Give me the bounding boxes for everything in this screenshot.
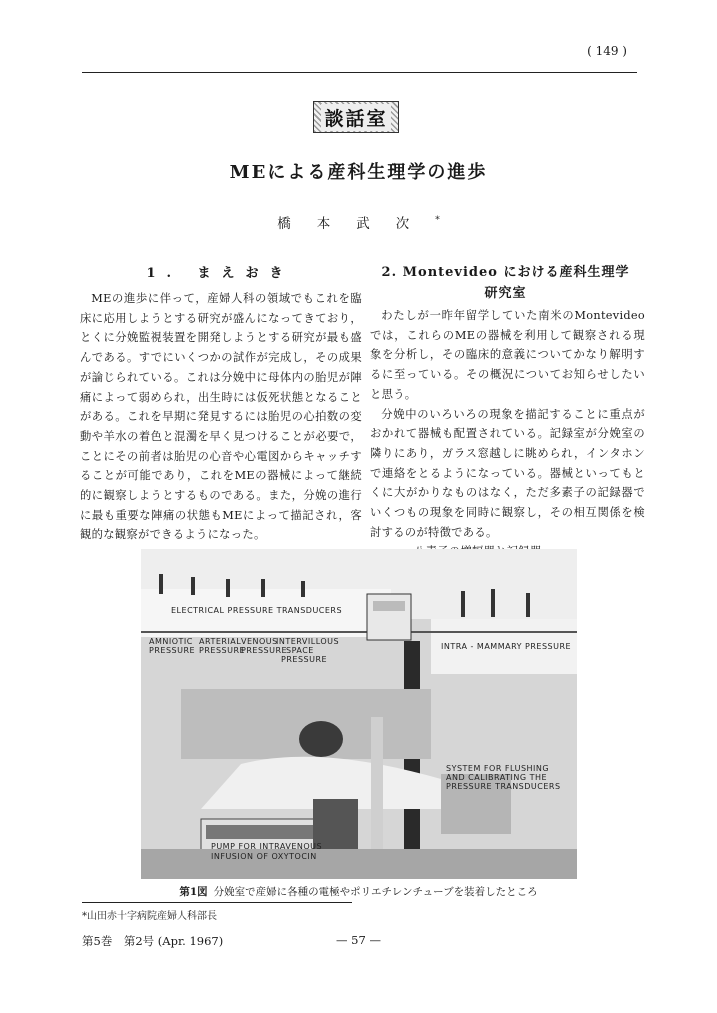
- section-2-body: [370, 306, 645, 582]
- figure-caption-text: 分娩室で産婦に各種の電極やポリエチレンチューブを装着したところ: [213, 886, 538, 898]
- top-rule: [82, 72, 637, 73]
- section-2-heading: [368, 262, 643, 304]
- author-name: 橋本武次: [277, 216, 436, 232]
- photo-label-pump: PUMP FOR INTRAVENOUS: [211, 842, 323, 851]
- column-header: [313, 101, 399, 133]
- photo-label-pump: INFUSION OF OXYTOCIN: [211, 852, 317, 861]
- photo-label-intra-mammary: INTRA - MAMMARY PRESSURE: [441, 642, 572, 651]
- photo-label-pressure: PRESSURE: [199, 646, 246, 655]
- photo-label-venous: VENOUS: [241, 637, 278, 646]
- section-2-paragraph-1: わたしが一昨年留学していた南米のMontevideoでは，これらのMEの器械を利用して観察される現象を分析し，その臨床的意義についてかなり解明するに至っている。その概況についてお知らせしたいと思う。: [370, 309, 645, 401]
- photo-label-pressure: PRESSURE: [281, 655, 328, 664]
- figure-photo: [141, 549, 577, 879]
- column-header-text: 談話室: [321, 104, 390, 131]
- journal-info: 第5巻 第2号 (Apr. 1967): [82, 934, 224, 948]
- photo-label-intervillous: INTERVILLOUS: [276, 637, 340, 646]
- section-2-paragraph-2: 分娩中のいろいろの現象を描記することに重点がおかれて器械も配置されている。記録室が分娩室の隣りにあり，ガラス窓越しに眺められ，インタホンで連絡をとるようになっている。器械といってもとくに大がかりなものはなく，ただ多素子の記録器でいくつもの現象を同時に観察し，その相互関係を検討するのが特徴である。: [370, 407, 645, 539]
- photo-label-amniotic: AMNIOTIC: [149, 637, 193, 646]
- photo-label-space: SPACE: [286, 646, 314, 655]
- photo-label-pressure: PRESSURE: [241, 646, 288, 655]
- figure-caption-label: 第1図: [179, 886, 208, 898]
- photo-label-flushing: AND CALIBRATING THE: [446, 773, 548, 782]
- photo-label-arterial: ARTERIAL: [199, 637, 242, 646]
- photo-label-transducers: ELECTRICAL PRESSURE TRANSDUCERS: [171, 606, 343, 615]
- photo-label-flushing: SYSTEM FOR FLUSHING: [446, 764, 550, 773]
- delivery-room-photo: [141, 549, 577, 879]
- page-number: ( 149 ): [587, 44, 627, 58]
- section-2-heading-line2: 研究室: [484, 286, 527, 301]
- photo-label-pressure: PRESSURE: [149, 646, 196, 655]
- section-2-heading-line1: 2. Montevideo における産科生理学: [381, 265, 630, 280]
- article-title: MEによる産科生理学の進歩: [229, 162, 488, 183]
- section-1-body: [80, 289, 362, 545]
- footnote: *山田赤十字病院産婦人科部長: [82, 911, 217, 922]
- figure-caption: [0, 884, 717, 899]
- section-1-heading: 1. まえおき: [146, 266, 294, 281]
- page-footer: — 57 —: [336, 933, 381, 947]
- author: [0, 212, 717, 232]
- photo-label-flushing: PRESSURE TRANSDUCERS: [446, 782, 561, 791]
- author-footnote-mark: *: [435, 215, 440, 226]
- section-1-paragraph: MEの進歩に伴って，産婦人科の領域でもこれを臨床に応用しようとする研究が盛んになってきており，とくに分娩監視装置を開発しようとする研究が最も盛んである。すでにいくつかの試作が完成し，その成果が論じられている。これは分娩中に母体内の胎児が陣痛によって弱められ，出生時には仮死状態となることがある。これを早期に発見するには胎児の心拍数の変動や羊水の着色と混濁を早く見つけることが必要で，ことにその前者は胎児の心音や心電図からキャッチすることが可能であり，これをMEの器械によって継続的に観察しようとするものである。また，分娩の進行に最も重要な陣痛の状態もMEによって描記され，客観的な観察ができるようになった。: [80, 292, 362, 542]
- footnote-rule: [82, 902, 352, 903]
